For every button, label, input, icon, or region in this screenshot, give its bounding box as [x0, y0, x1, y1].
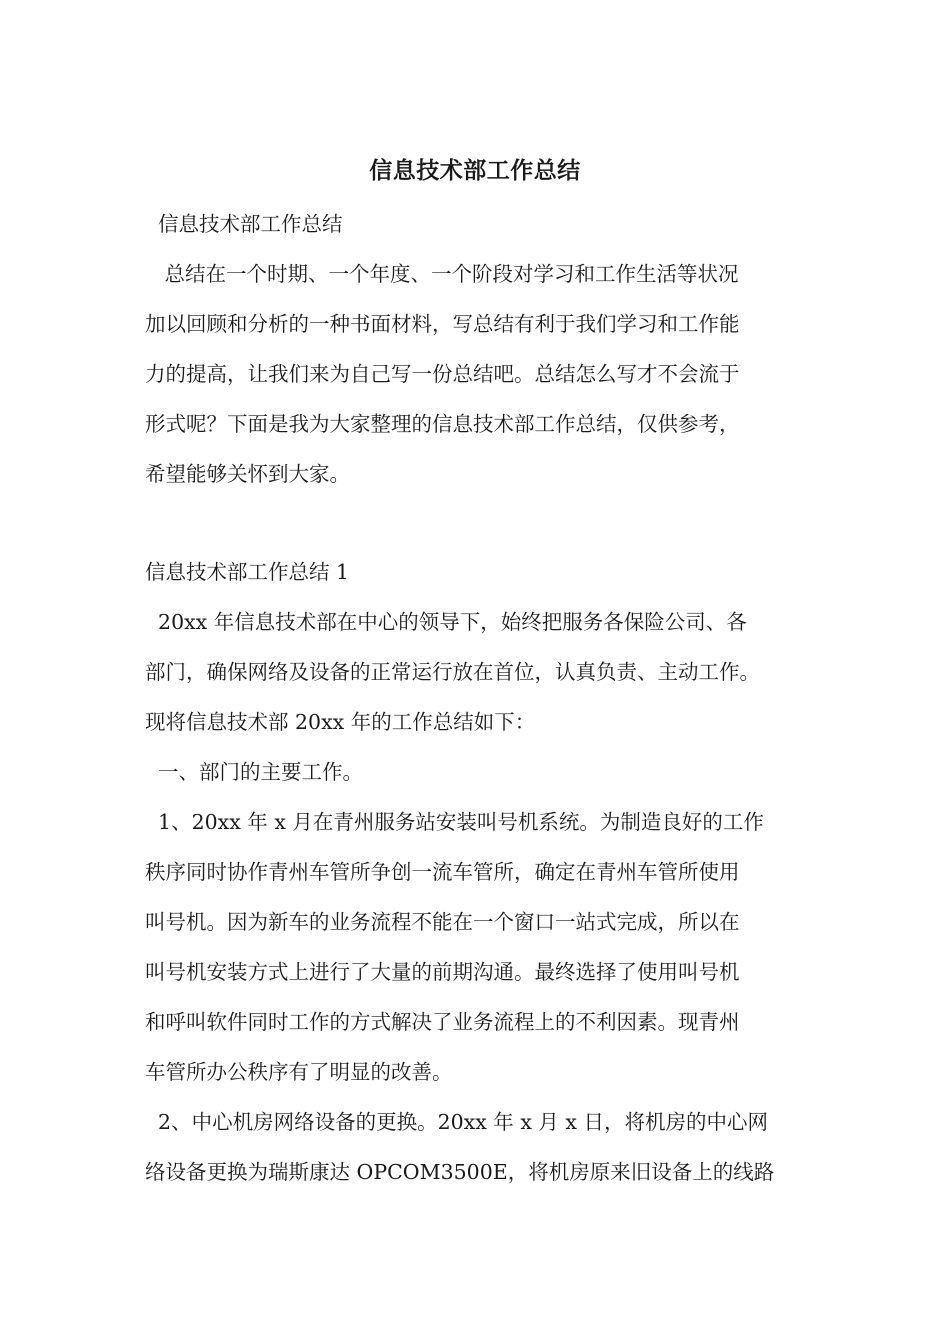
paragraph-line: 加以回顾和分析的一种书面材料，写总结有利于我们学习和工作能	[145, 312, 740, 336]
paragraph-line: 和呼叫软件同时工作的方式解决了业务流程上的不利因素。现青州	[145, 1010, 740, 1034]
paragraph-line: 形式呢？下面是我为大家整理的信息技术部工作总结，仅供参考，	[145, 412, 740, 436]
paragraph-line: 信息技术部工作总结	[145, 212, 343, 236]
paragraph-line: 现将信息技术部 20xx 年的工作总结如下：	[145, 710, 536, 734]
paragraph-line: 叫号机。因为新车的业务流程不能在一个窗口一站式完成，所以在	[145, 910, 740, 934]
document-title: 信息技术部工作总结	[369, 157, 581, 184]
paragraph-line: 1、20xx 年 x 月在青州服务站安装叫号机系统。为制造良好的工作	[145, 810, 764, 834]
paragraph-line: 总结在一个时期、一个年度、一个阶段对学习和工作生活等状况	[145, 262, 739, 286]
paragraph-line: 叫号机安装方式上进行了大量的前期沟通。最终选择了使用叫号机	[145, 960, 740, 984]
paragraph-line: 一、部门的主要工作。	[145, 760, 364, 784]
paragraph-line: 2、中心机房网络设备的更换。20xx 年 x 月 x 日，将机房的中心网	[145, 1110, 768, 1134]
paragraph-line: 络设备更换为瑞斯康达 OPCOM3500E，将机房原来旧设备上的线路	[145, 1160, 775, 1184]
paragraph-line: 希望能够关怀到大家。	[145, 462, 350, 486]
paragraph-line: 20xx 年信息技术部在中心的领导下，始终把服务各保险公司、各	[145, 610, 747, 634]
paragraph-line: 秩序同时协作青州车管所争创一流车管所，确定在青州车管所使用	[145, 860, 740, 884]
section-heading: 信息技术部工作总结 1	[145, 560, 350, 584]
paragraph-line: 力的提高，让我们来为自己写一份总结吧。总结怎么写才不会流于	[145, 362, 740, 386]
paragraph-line: 部门，确保网络及设备的正常运行放在首位，认真负责、主动工作。	[145, 660, 760, 684]
paragraph-line: 车管所办公秩序有了明显的改善。	[145, 1060, 453, 1084]
